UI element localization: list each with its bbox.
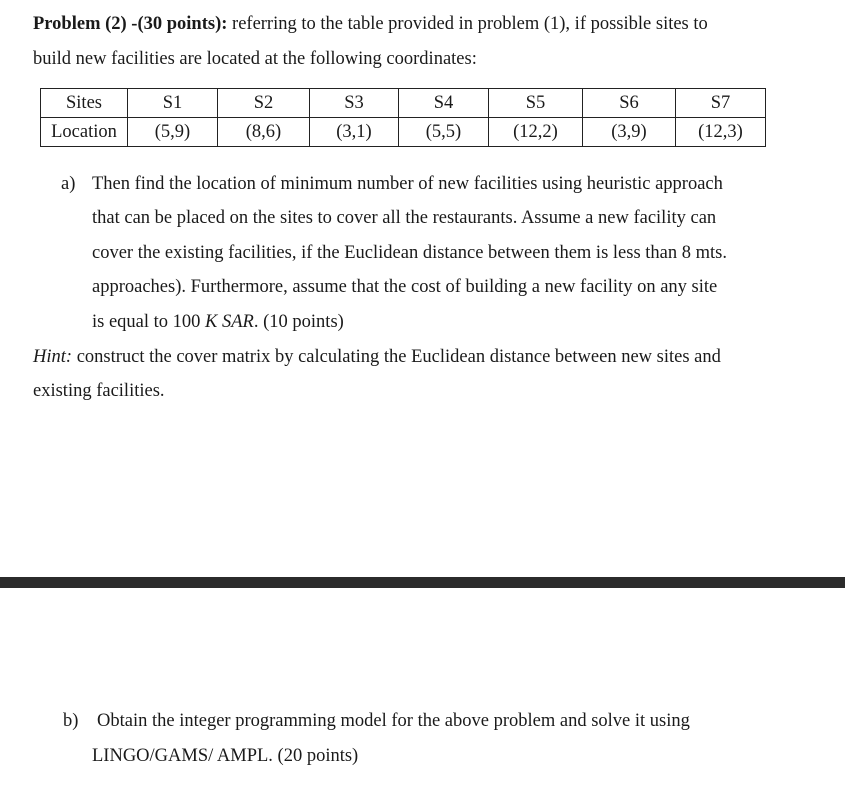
- hint-line2: existing facilities.: [33, 381, 165, 401]
- part-a-line: cover the existing facilities, if the Euclidean distance between them is less than 8 mts.: [92, 243, 727, 263]
- page-divider: [0, 577, 845, 588]
- site-cell: S1: [128, 89, 218, 118]
- location-cell: (8,6): [218, 118, 310, 147]
- problem-intro-line1: [33, 13, 708, 35]
- location-cell: (5,9): [128, 118, 218, 147]
- location-row: [41, 118, 766, 147]
- location-cell: (12,2): [489, 118, 583, 147]
- part-a-last-line: [92, 311, 344, 333]
- hint-line1: [33, 346, 721, 368]
- site-cell: S5: [489, 89, 583, 118]
- location-cell: (5,5): [399, 118, 489, 147]
- hint-label: Hint:: [33, 347, 73, 367]
- part-a-line: Then find the location of minimum number of new facilities using heuristic approach: [92, 174, 723, 194]
- location-cell: (12,3): [676, 118, 766, 147]
- problem-intro-line2: build new facilities are located at the following coordinates:: [33, 49, 477, 69]
- row-header-location: Location: [41, 118, 128, 147]
- points-text: . (10 points): [253, 312, 344, 332]
- part-b-line2: LINGO/GAMS/ AMPL. (20 points): [92, 746, 359, 766]
- site-cell: S2: [218, 89, 310, 118]
- location-cell: (3,9): [583, 118, 676, 147]
- cost-text: is equal to 100: [92, 312, 206, 332]
- row-header-sites: Sites: [41, 89, 128, 118]
- site-cell: S7: [676, 89, 766, 118]
- site-cell: S6: [583, 89, 676, 118]
- site-cell: S3: [310, 89, 399, 118]
- cost-unit: K SAR: [205, 312, 254, 332]
- part-b-line1: Obtain the integer programming model for the above problem and solve it using: [97, 711, 690, 731]
- sites-row: [41, 89, 766, 118]
- hint-text: construct the cover matrix by calculating the Euclidean distance between new sites and: [72, 347, 721, 367]
- location-cell: (3,1): [310, 118, 399, 147]
- part-a-marker: a): [61, 174, 76, 194]
- site-cell: S4: [399, 89, 489, 118]
- sites-table: [40, 88, 766, 147]
- problem-heading: Problem (2) -(30 points):: [33, 14, 228, 34]
- part-a-line: that can be placed on the sites to cover all the restaurants. Assume a new facility can: [92, 208, 717, 228]
- part-a-line: approaches). Furthermore, assume that the cost of building a new facility on any site: [92, 277, 718, 297]
- problem-intro-text: referring to the table provided in problem (1), if possible sites to: [227, 14, 708, 34]
- part-b-marker: b): [63, 711, 79, 731]
